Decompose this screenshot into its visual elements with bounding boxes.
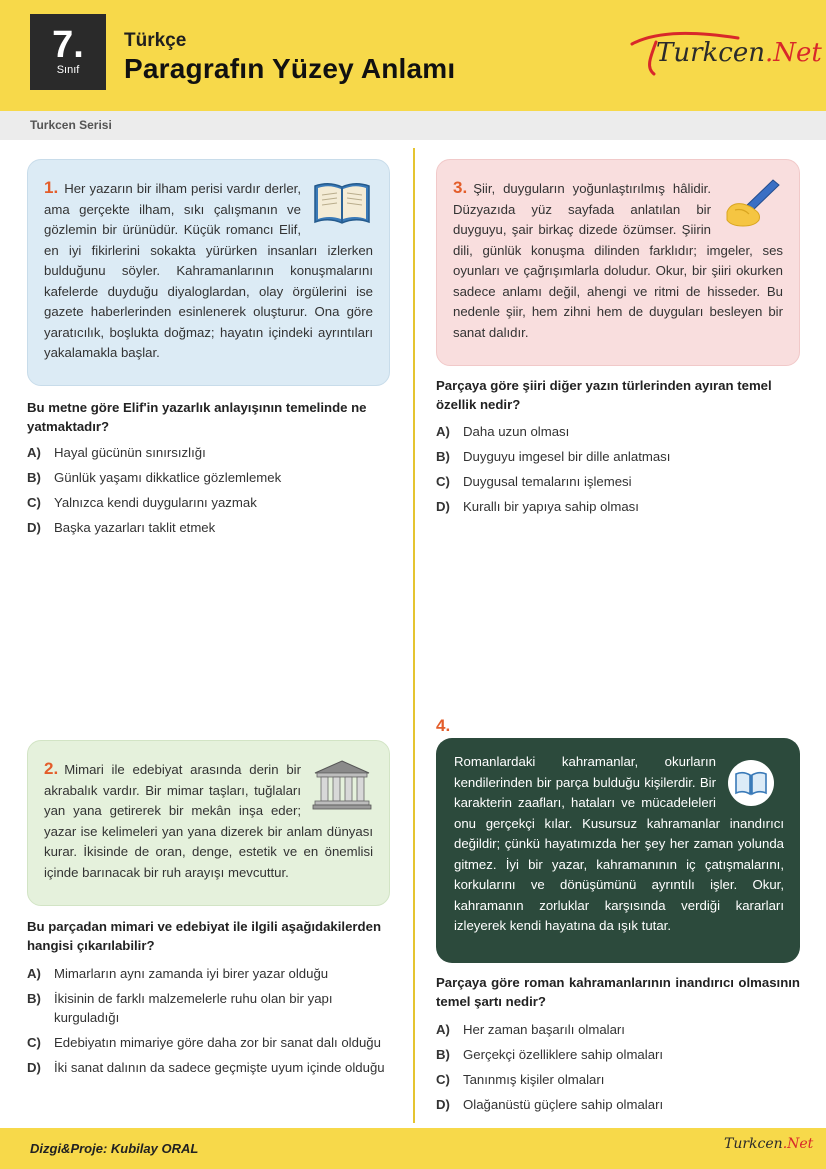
option-letter: D) <box>436 1097 450 1112</box>
logo-net-text: .Net <box>764 38 822 68</box>
question-number-1: 1. <box>44 178 59 197</box>
option-letter: B) <box>27 470 41 485</box>
options-2 <box>27 964 390 1083</box>
series-bar <box>0 111 826 140</box>
option-letter: A) <box>27 966 41 981</box>
brand-logo <box>628 28 822 82</box>
option-letter: A) <box>27 445 41 460</box>
option-1c[interactable] <box>27 493 390 512</box>
option-letter: D) <box>436 499 450 514</box>
page-header <box>0 0 826 111</box>
option-3c[interactable] <box>436 472 800 491</box>
passage-card-4 <box>436 738 800 963</box>
footer-logo-main: Turkcen <box>724 1136 783 1152</box>
option-text: Duyguyu imgesel bir dille anlatması <box>463 449 671 464</box>
option-letter: D) <box>27 1060 41 1075</box>
option-2a[interactable] <box>27 964 390 983</box>
options-3 <box>436 422 800 522</box>
option-letter: C) <box>436 474 450 489</box>
option-text: Gerçekçi özelliklere sahip olmaları <box>463 1047 664 1062</box>
option-3a[interactable] <box>436 422 800 441</box>
option-2c[interactable] <box>27 1033 390 1052</box>
option-text: Günlük yaşamı dikkatlice gözlemlemek <box>54 470 282 485</box>
credit-text: Dizgi&Proje: Kubilay ORAL <box>30 1141 199 1156</box>
option-letter: B) <box>436 1047 450 1062</box>
option-1d[interactable] <box>27 518 390 537</box>
option-text: Edebiyatın mimariye göre daha zor bir sanat dalı olduğu <box>54 1035 381 1050</box>
page-title: Paragrafın Yüzey Anlamı <box>124 53 456 84</box>
option-text: Olağanüstü güçlere sahip olmaları <box>463 1097 664 1112</box>
question-number-4: 4. <box>436 716 451 735</box>
option-letter: B) <box>436 449 450 464</box>
option-3d[interactable] <box>436 497 800 516</box>
question-text-1: Bu metne göre Elif'in yazarlık anlayışının temelinde ne yatmaktadır? <box>27 400 367 434</box>
option-1a[interactable] <box>27 443 390 462</box>
option-letter: D) <box>27 520 41 535</box>
question-text-2: Bu parçadan mimari ve edebiyat ile ilgili aşağıdakilerden hangisi çıkarılabilir? <box>27 919 382 953</box>
options-1 <box>27 443 390 543</box>
option-1b[interactable] <box>27 468 390 487</box>
option-text: İki sanat dalının da sadece geçmişte uyum içinde olduğu <box>54 1060 385 1075</box>
option-2d[interactable] <box>27 1058 390 1077</box>
series-label: Turkcen Serisi <box>30 118 112 132</box>
writing-hand-icon <box>721 178 783 230</box>
option-text: İkisinin de farklı malzemelerle ruhu olan bir yapı kurguladığı <box>54 991 333 1025</box>
passage-body-2: Mimari ile edebiyat arasında derin bir akrabalık vardır. Bir mimar taşları, tuğlaları yan yana getirerek bir mekân inşa eder; yazar ise kelimeleri yan yana dizerek bir anlam dünyası kurar. İkisinde de oran, denge, estetik ve en önemlisi içinde barınacak bir ruh arayışı mevcuttur. <box>44 762 373 880</box>
option-text: Kurallı bir yapıya sahip olması <box>463 499 639 514</box>
option-text: Yalnızca kendi duygularını yazmak <box>54 495 257 510</box>
passage-card-1 <box>27 159 390 386</box>
option-text: Hayal gücünün sınırsızlığı <box>54 445 206 460</box>
question-number-2: 2. <box>44 759 59 778</box>
option-text: Başka yazarları taklit etmek <box>54 520 216 535</box>
options-4 <box>436 1020 800 1120</box>
footer-logo-net: .Net <box>782 1136 814 1152</box>
option-text: Duygusal temalarını işlemesi <box>463 474 632 489</box>
grade-label: Sınıf <box>56 64 80 76</box>
option-letter: C) <box>27 495 41 510</box>
page-footer <box>0 1128 826 1169</box>
logo-main-text: Turkcen <box>656 38 765 68</box>
option-text: Daha uzun olması <box>463 424 570 439</box>
open-book-icon <box>726 758 776 808</box>
option-2b[interactable] <box>27 989 390 1027</box>
option-3b[interactable] <box>436 447 800 466</box>
option-4b[interactable] <box>436 1045 800 1064</box>
option-text: Her zaman başarılı olmaları <box>463 1022 625 1037</box>
option-letter: C) <box>436 1072 450 1087</box>
option-text: Tanınmış kişiler olmaları <box>463 1072 605 1087</box>
option-letter: B) <box>27 991 41 1006</box>
option-4a[interactable] <box>436 1020 800 1039</box>
option-letter: C) <box>27 1035 41 1050</box>
grade-number: 7. <box>52 24 84 66</box>
option-letter: A) <box>436 424 450 439</box>
column-divider <box>413 148 415 1123</box>
grade-badge <box>30 14 106 90</box>
passage-body-3: Şiir, duyguların yoğunlaştırılmış hâlidir. Düzyazıda yüz sayfada anlatılan bir duyguyu, şair birkaç dizede özümser. Şiirin dili, günlük konuşma dilinden farklıdır; imgeler, ses oyunları ve çağrışımlarla doludur. Okur, bir şiiri okurken sadece anlamı değil, ahengi ve ritmi de hisseder. Bu nedenle şiir, hem zihni hem de duyguları besleyen bir sanat dalıdır. <box>453 181 783 340</box>
option-4c[interactable] <box>436 1070 800 1089</box>
question-text-3: Parçaya göre şiiri diğer yazın türlerinden ayıran temel özellik nedir? <box>436 378 772 412</box>
passage-card-3 <box>436 159 800 366</box>
book-icon <box>311 178 373 230</box>
subject-title: Türkçe <box>124 30 187 51</box>
passage-text-4: Romanlardaki kahramanlar, okurların kendilerinden bir parça bulduğu kişilerdir. Bir karakterin zaafları, hataları ve mücadeleleri onu gerçekçi kılar. Kusursuz kahramanlar inandırıcı değildir; çünkü hayatımızda her şey her zaman yolunda gitmez. İyi bir yazar, kahramanının iç çatışmalarını, korkularını ve dönüşümünü ayrıntılı işler. Okur, kahramanın zorluklar karşısında verdiği kararları izleyerek kendi hayatına da ışık tutar. <box>454 754 784 933</box>
question-number-3: 3. <box>453 178 468 197</box>
option-letter: A) <box>436 1022 450 1037</box>
passage-body-1: Her yazarın bir ilham perisi vardır derler, ama gerçekte ilham, sıkı çalışmanın ve gözlemin bir ürünüdür. Küçük romancı Elif, en iyi fikirlerini sokakta yürürken insanları izlerken bulduğunu söyler. Kahramanlarının konuşmalarını kafelerde duyduğu diyaloglardan, olay örgülerini ise gazete haberlerinden esinlenerek oluşturur. Ona göre yaratıcılık, boşlukta doğmaz; hayatın içindeki ayrıntıları yakalamakla başlar. <box>44 181 373 360</box>
logo-text <box>656 38 822 68</box>
passage-card-2 <box>27 740 390 906</box>
option-4d[interactable] <box>436 1095 800 1114</box>
option-text: Mimarların aynı zamanda iyi birer yazar olduğu <box>54 966 329 981</box>
question-text-4: Parçaya göre roman kahramanlarının inandırıcı olmasının temel şartı nedir? <box>436 975 800 1009</box>
footer-logo <box>724 1136 813 1152</box>
building-icon <box>311 759 373 811</box>
